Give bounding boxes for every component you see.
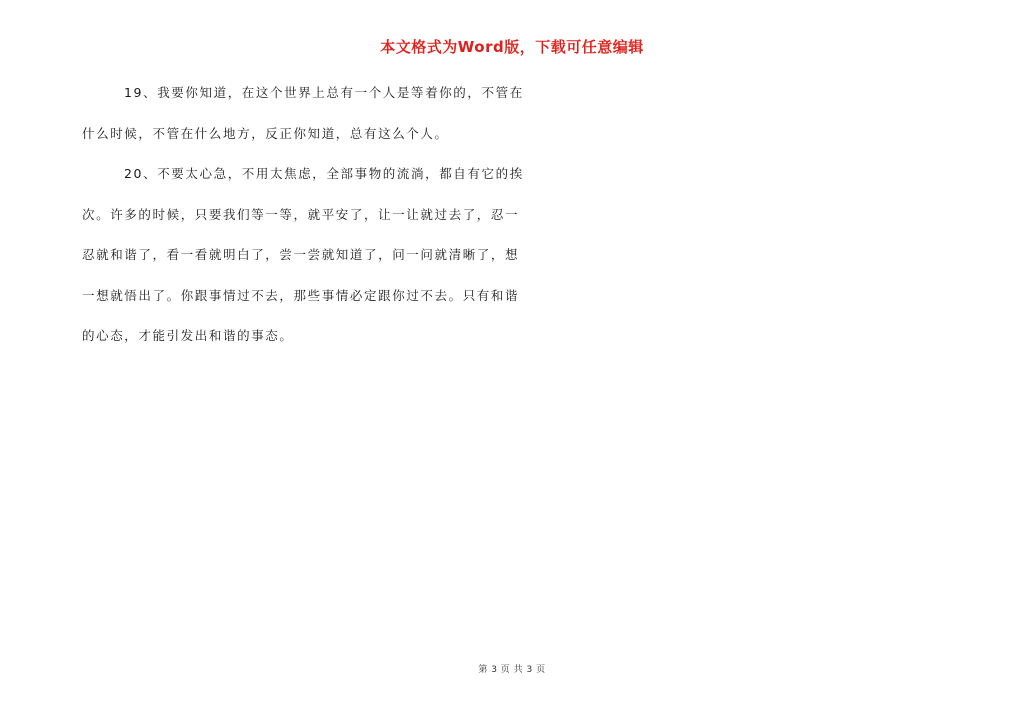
paragraph-20-line-1: 20、不要太心急，不用太焦虑，全部事物的流淌，都自有它的挨 — [124, 166, 524, 181]
paragraph-20-line-2: 次。许多的时候，只要我们等一等，就平安了，让一让就过去了，忍一 — [82, 206, 520, 222]
paragraph-20-line-3: 忍就和谐了，看一看就明白了，尝一尝就知道了，问一问就清晰了，想 — [82, 247, 520, 262]
paragraph-19-line-1: 19、我要你知道，在这个世界上总有一个人是等着你的，不管在 — [124, 85, 524, 100]
paragraph-20-line-5: 的心态，才能引发出和谐的事态。 — [82, 328, 294, 343]
document-body — [82, 80, 524, 364]
header-banner: 本文格式为Word版，下载可任意编辑 — [380, 38, 644, 56]
paragraph-20-line-4: 一想就悟出了。你跟事情过不去，那些事情必定跟你过不去。只有和谐 — [82, 287, 520, 303]
paragraph-19-line-2: 什么时候，不管在什么地方，反正你知道，总有这么个人。 — [82, 125, 449, 141]
page-footer: 第 3 页 共 3 页 — [478, 665, 546, 675]
